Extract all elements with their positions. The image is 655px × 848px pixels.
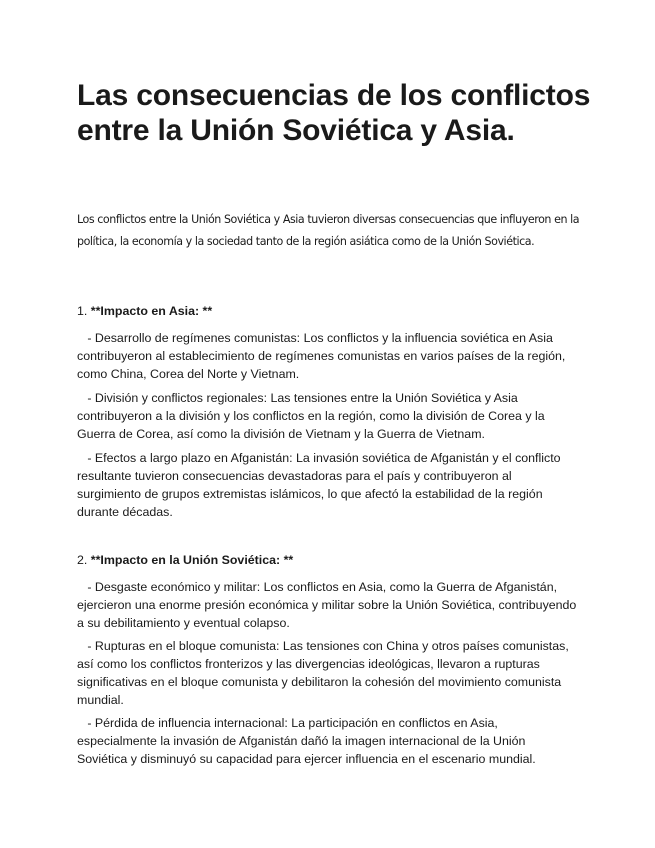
section-title: **Impacto en Asia: **	[90, 304, 213, 318]
list-item: - Desarrollo de regímenes comunistas: Los conflictos y la influencia soviética en Asia contribuyeron al establecimiento de regímenes comunistas en varios países de la región, como China, Corea del Norte y Vietnam.	[77, 331, 569, 381]
section-heading-soviet-union	[77, 551, 587, 569]
list-item: - Rupturas en el bloque comunista: Las tensiones con China y otros países comunistas, así como los conflictos fronterizos y las divergencias ideológicas, llevaron a rupturas significativas en el bloque comunista y debilitaron la cohesión del movimiento comunista mundial.	[77, 639, 573, 707]
section-heading-asia	[77, 302, 587, 320]
section-title: **Impacto en la Unión Soviética: **	[90, 553, 294, 567]
list-item: - Efectos a largo plazo en Afganistán: La invasión soviética de Afganistán y el conflicto resultante tuvieron consecuencias devastadoras para el país y contribuyeron al surgimiento de grupos extremistas islámicos, lo que afectó la estabilidad de la región durante décadas.	[77, 451, 564, 519]
list-item: - División y conflictos regionales: Las tensiones entre la Unión Soviética y Asia contribuyeron a la división y los conflictos en la región, como la división de Corea y la Guerra de Corea, así como la división de Vietnam y la Guerra de Vietnam.	[77, 391, 549, 441]
page-title: Las consecuencias de los conflictos entre la Unión Soviética y Asia.	[77, 79, 591, 147]
list-item: - Desgaste económico y militar: Los conflictos en Asia, como la Guerra de Afganistán, ejercieron una enorme presión económica y militar sobre la Unión Soviética, contribuyendo a su debilitamiento y eventual colapso.	[77, 580, 580, 630]
section-number: 1.	[77, 304, 91, 318]
section-number: 2.	[77, 553, 91, 567]
list-item: - Pérdida de influencia internacional: La participación en conflictos en Asia, especialmente la invasión de Afganistán dañó la imagen internacional de la Unión Soviética y disminuyó su capacidad para ejercer influencia en el escenario mundial.	[77, 716, 536, 766]
intro-paragraph: Los conflictos entre la Unión Soviética y Asia tuvieron diversas consecuencias que influyeron en la política, la economía y la sociedad tanto de la región asiática como de la Unión Soviética.	[77, 213, 580, 248]
